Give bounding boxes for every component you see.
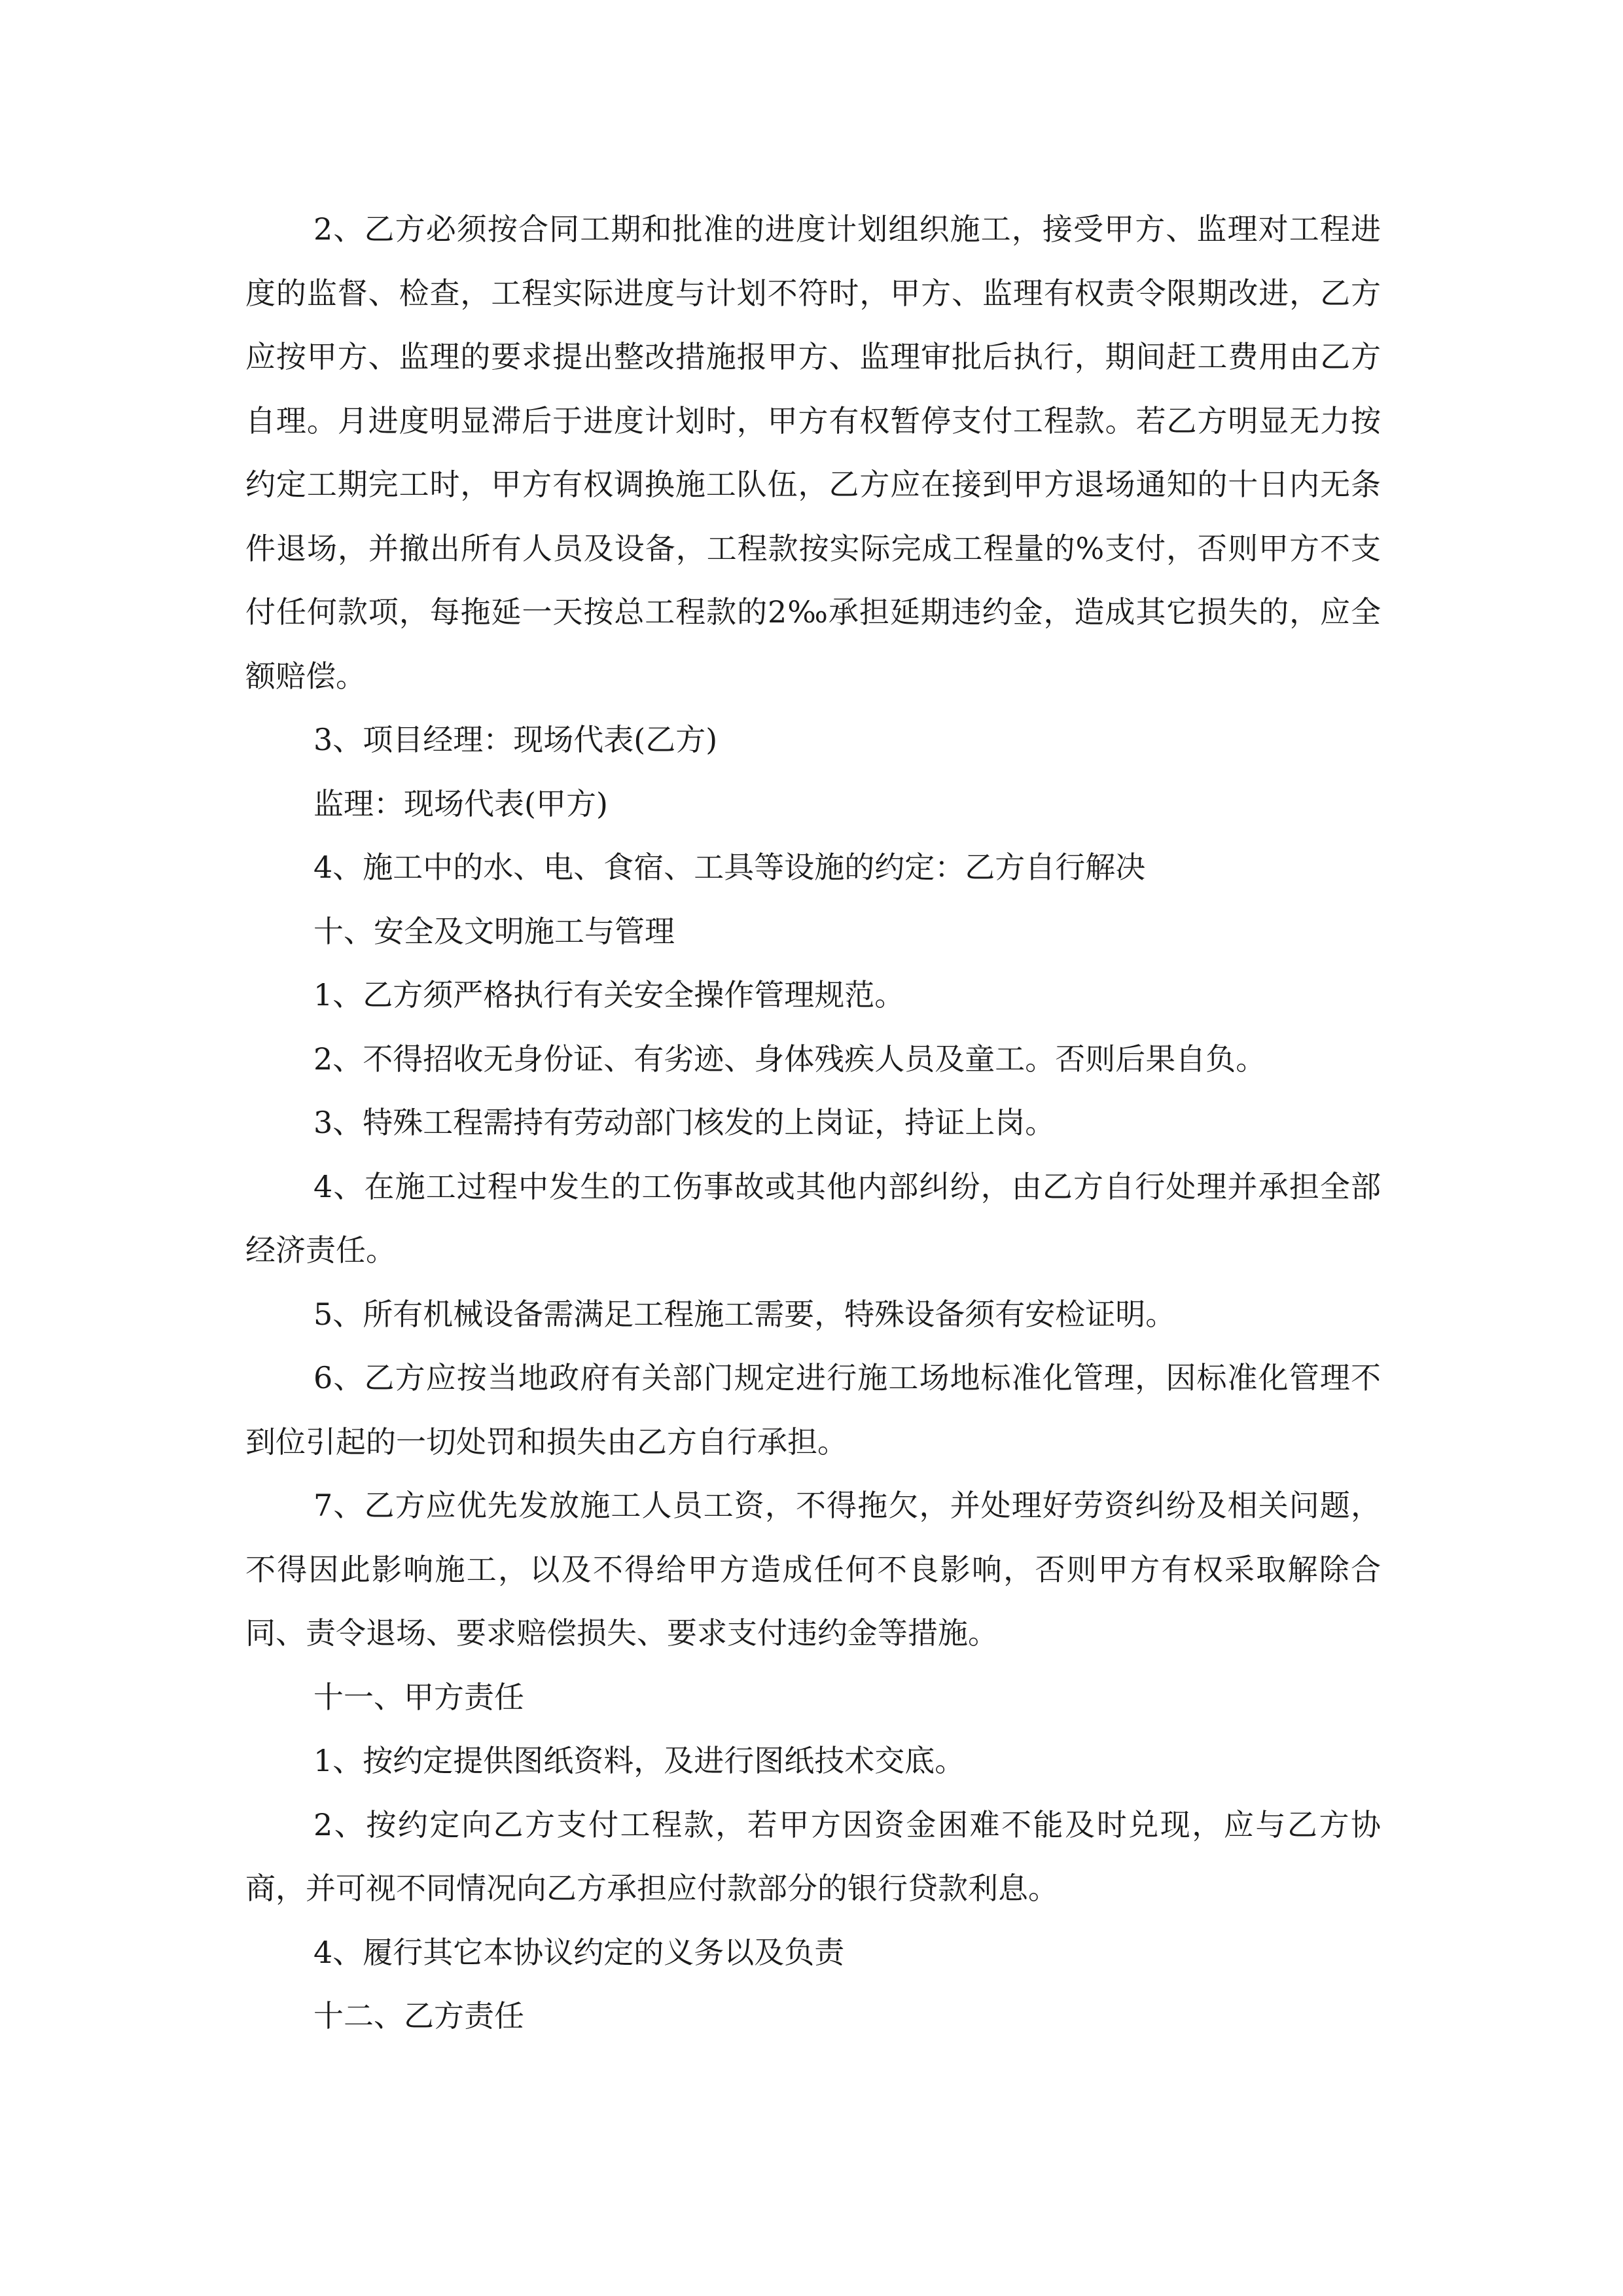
paragraph-party-a-1: 1、按约定提供图纸资料，及进行图纸技术交底。 (313, 1743, 965, 1778)
paragraph-project-manager: 3、项目经理：现场代表(乙方) (313, 722, 718, 757)
paragraph-party-a-2: 2、按约定向乙方支付工程款，若甲方因资金困难不能及时兑现，应与乙方协商，并可视不同情况向乙方承担应付款部分的银行贷款利息。 (245, 1806, 1381, 1906)
paragraph-safety-6: 6、乙方应按当地政府有关部门规定进行施工场地标准化管理，因标准化管理不到位引起的一切处罚和损失由乙方自行承担。 (245, 1360, 1381, 1460)
section-heading-party-b: 十二、乙方责任 (313, 1998, 524, 2034)
paragraph-safety-3: 3、特殊工程需持有劳动部门核发的上岗证，持证上岗。 (313, 1105, 1056, 1140)
document-body (245, 198, 1381, 2049)
section-heading-party-a: 十一、甲方责任 (313, 1679, 524, 1715)
paragraph-safety-1: 1、乙方须严格执行有关安全操作管理规范。 (313, 977, 905, 1013)
section-heading-safety: 十、安全及文明施工与管理 (313, 913, 675, 949)
paragraph-party-a-4: 4、履行其它本协议约定的义务以及负责 (313, 1934, 845, 1970)
paragraph-safety-5: 5、所有机械设备需满足工程施工需要，特殊设备须有安检证明。 (313, 1296, 1176, 1332)
paragraph-facilities: 4、施工中的水、电、食宿、工具等设施的约定：乙方自行解决 (313, 850, 1146, 885)
paragraph-supervisor: 监理：现场代表(甲方) (313, 785, 608, 821)
paragraph-safety-7: 7、乙方应优先发放施工人员工资，不得拖欠，并处理好劳资纠纷及相关问题，不得因此影响施工，以及不得给甲方造成任何不良影响，否则甲方有权采取解除合同、责令退场、要求赔偿损失、要求支付违约金等措施。 (245, 1488, 1381, 1651)
paragraph-safety-2: 2、不得招收无身份证、有劣迹、身体残疾人员及童工。否则后果自负。 (313, 1041, 1266, 1077)
paragraph-safety-4: 4、在施工过程中发生的工伤事故或其他内部纠纷，由乙方自行处理并承担全部经济责任。 (245, 1168, 1381, 1268)
paragraph-schedule-clause: 2、乙方必须按合同工期和批准的进度计划组织施工，接受甲方、监理对工程进度的监督、检查，工程实际进度与计划不符时，甲方、监理有权责令限期改进，乙方应按甲方、监理的要求提出整改措施报甲方、监理审批后执行，期间赶工费用由乙方自理。月进度明显滞后于进度计划时，甲方有权暂停支付工程款。若乙方明显无力按约定工期完工时，甲方有权调换施工队伍，乙方应在接到甲方退场通知的十日内无条件退场，并撤出所有人员及设备，工程款按实际完成工程量的%支付，否则甲方不支付任何款项，每拖延一天按总工程款的2‰承担延期违约金，造成其它损失的，应全额赔偿。 (245, 211, 1381, 694)
